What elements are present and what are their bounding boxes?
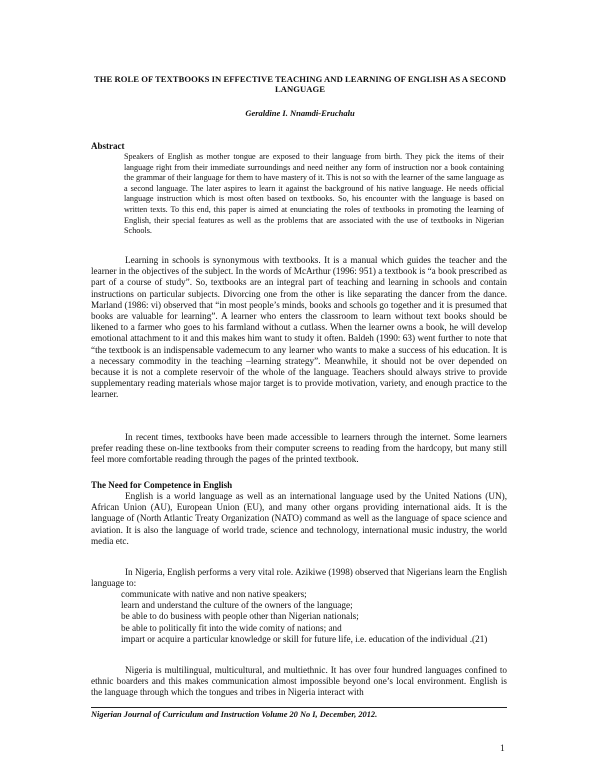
footer-divider xyxy=(91,707,507,708)
list-item: communicate with native and non native speakers; xyxy=(121,589,307,599)
list-item: be able to do business with people other than Nigerian nationals; xyxy=(121,611,359,622)
paragraph-text: In Nigeria, English performs a very vital role. Azikiwe (1998) observed that Nigerians learn the English language to: xyxy=(91,567,507,589)
page-number: 1 xyxy=(500,744,505,754)
list-item: impart or acquire a particular knowledge or skill for future life, i.e. education of the individual .(21) xyxy=(121,633,488,644)
body-paragraph xyxy=(91,567,507,589)
abstract-heading: Abstract xyxy=(91,141,125,151)
journal-footer: Nigerian Journal of Curriculum and Instruction Volume 20 No I, December, 2012. xyxy=(91,710,378,719)
section-heading: The Need for Competence in English xyxy=(91,480,233,490)
list-item: learn and understand the culture of the owners of the language; xyxy=(121,600,353,611)
paragraph-text: Learning in schools is synonymous with textbooks. It is a manual which guides the teacher and the learner in the objectives of the subject. In the words of McArthur (1996: 951) a textbook is “a book prescribed as part of a course of study”. So, textbooks are an integral part of teaching and learning in schools and contain instructions on particular subjects. Divorcing one from the other is like separating the dancer from the dance. Marland (1986: vi) observed that “in most people’s minds, books and schools go together and it is presumed that books are valuable for learning”. A learner who enters the classroom to learn without text books should be likened to a farmer who goes to his farmland without a cutlass. When the learner owns a book, he will develop emotional attachment to it and this makes him want to study it often. Baldeh (1990: 63) went further to note that “the textbook is an indispensable vademecum to any learner who wants to make a success of his education. It is a necessary commodity in the teaching –learning strategy”. Meanwhile, it should not be over depended on because it is not a complete reservoir of the whole of the language. Teachers should always strive to provide supplementary reading materials whose major target is to provide motivation, variety, and enough practice to the learner. xyxy=(91,255,507,400)
paragraph-text: In recent times, textbooks have been made accessible to learners through the internet. Some learners prefer reading these on-line textbooks from their computer screens to reading from the hardcopy, but many still feel more comfortable reading through the pages of the printed textbook. xyxy=(91,432,507,465)
body-paragraph xyxy=(91,255,507,401)
body-paragraph xyxy=(91,665,507,699)
abstract-text: Speakers of English as mother tongue are exposed to their language from birth. They pick the items of their language right from their immediate surroundings and need neither any form of instruction nor a book containing the grammar of their language for them to have mastery of it. This is not so with the learner of the same language as a second language. The later aspires to learn it against the background of his native language. He needs official language instruction which is most often based on textbooks. So, his encounter with the language is based on written texts. To this end, this paper is aimed at enunciating the roles of textbooks in promoting the learning of English, their special features as well as the problems that are associated with the use of textbooks in Nigerian Schools. xyxy=(124,152,504,236)
purpose-list xyxy=(121,589,507,645)
body-paragraph xyxy=(91,491,507,547)
author-name: Geraldine I. Nnamdi-Eruchalu xyxy=(245,108,355,118)
paragraph-text: English is a world language as well as an international language used by the United Nations (UN), African Union (AU), European Union (EU), and many other organs providing international aids. It is the language of (North Atlantic Treaty Organization (NATO) command as well as the language of space science and aviation. It is also the language of world trade, science and technology, international music industry, the world media etc. xyxy=(91,491,507,546)
body-paragraph xyxy=(91,432,507,466)
list-item: be able to politically fit into the wide comity of nations; and xyxy=(121,622,342,633)
paper-title: THE ROLE OF TEXTBOOKS IN EFFECTIVE TEACHING AND LEARNING OF ENGLISH AS A SECOND LANGUAGE xyxy=(93,74,506,94)
paragraph-text: Nigeria is multilingual, multicultural, and multiethnic. It has over four hundred languages confined to ethnic boarders and this makes communication almost impossible beyond one’s local environment. English is the language through which the tongues and tribes in Nigeria interact with xyxy=(91,665,507,698)
